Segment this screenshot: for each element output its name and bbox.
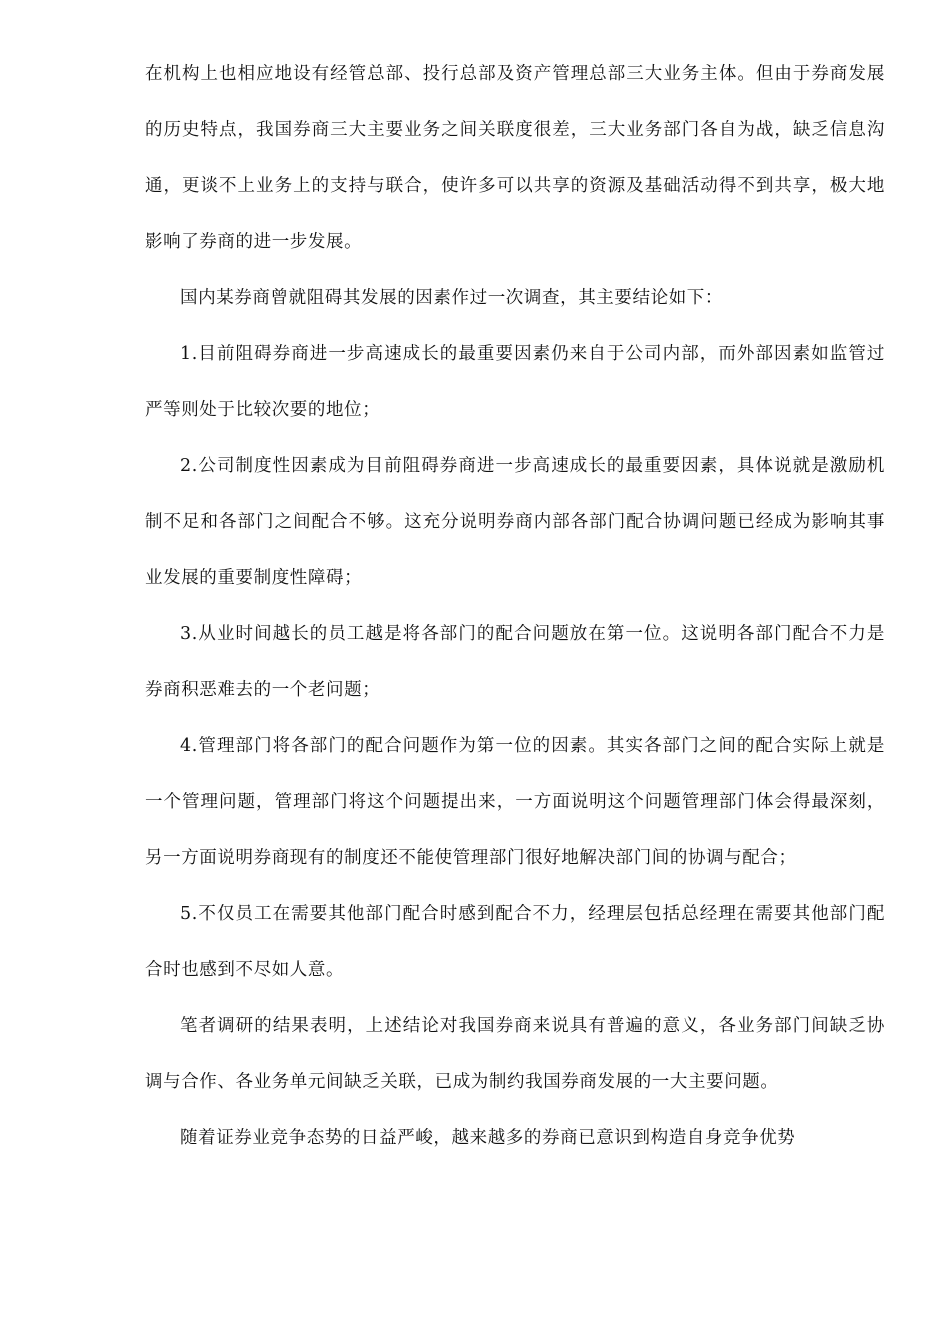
paragraph-conclusion-3: 3.从业时间越长的员工越是将各部门的配合问题放在第一位。这说明各部门配合不力是券商积恶难去的一个老问题； bbox=[145, 624, 885, 700]
paragraph-conclusion-4: 4.管理部门将各部门的配合问题作为第一位的因素。其实各部门之间的配合实际上就是一个管理问题，管理部门将这个问题提出来，一方面说明这个问题管理部门体会得最深刻，另一方面说明券商现有的制度还不能使管理部门很好地解决部门间的协调与配合； bbox=[145, 736, 885, 868]
body-text bbox=[145, 46, 885, 1166]
paragraph-conclusion-5: 5.不仅员工在需要其他部门配合时感到配合不力，经理层包括总经理在需要其他部门配合时也感到不尽如人意。 bbox=[145, 904, 885, 980]
paragraph-conclusion-1: 1.目前阻碍券商进一步高速成长的最重要因素仍来自于公司内部，而外部因素如监管过严等则处于比较次要的地位； bbox=[145, 344, 885, 420]
paragraph-survey-intro: 国内某券商曾就阻碍其发展的因素作过一次调查，其主要结论如下： bbox=[180, 288, 723, 308]
paragraph-competition: 随着证券业竞争态势的日益严峻，越来越多的券商已意识到构造自身竞争优势 bbox=[180, 1128, 796, 1148]
paragraph-author-findings: 笔者调研的结果表明，上述结论对我国券商来说具有普遍的意义，各业务部门间缺乏协调与合作、各业务单元间缺乏关联，已成为制约我国券商发展的一大主要问题。 bbox=[145, 1016, 885, 1092]
paragraph-conclusion-2: 2.公司制度性因素成为目前阻碍券商进一步高速成长的最重要因素，具体说就是激励机制不足和各部门之间配合不够。这充分说明券商内部各部门配合协调问题已经成为影响其事业发展的重要制度性障碍； bbox=[145, 456, 885, 588]
paragraph-continued: 在机构上也相应地设有经管总部、投行总部及资产管理总部三大业务主体。但由于券商发展的历史特点，我国券商三大主要业务之间关联度很差，三大业务部门各自为战，缺乏信息沟通，更谈不上业务上的支持与联合，使许多可以共享的资源及基础活动得不到共享，极大地影响了券商的进一步发展。 bbox=[145, 64, 885, 252]
